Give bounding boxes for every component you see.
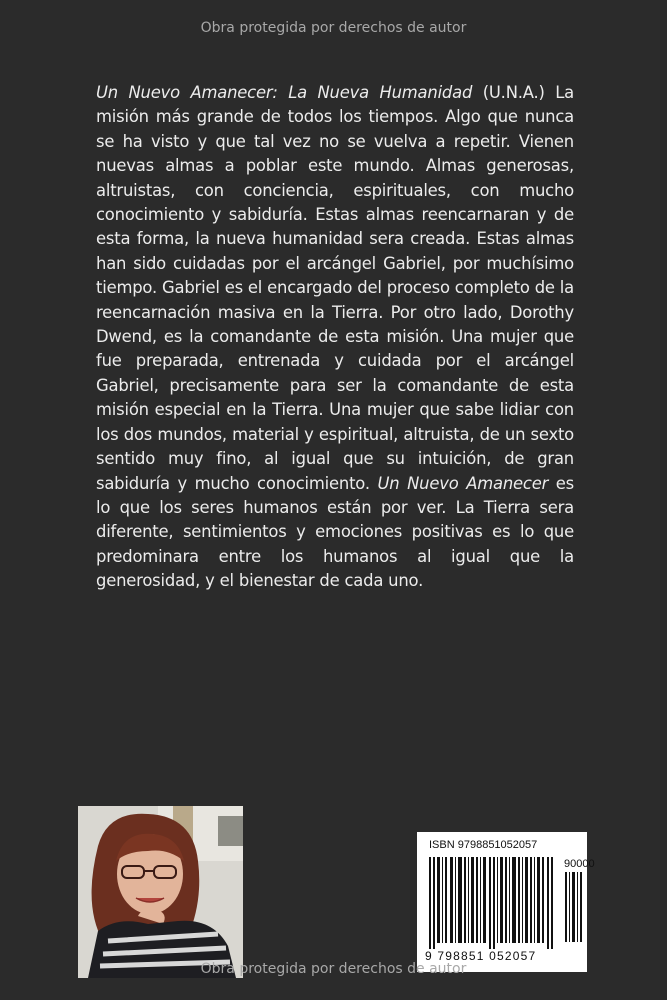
price-barcode-bars (565, 872, 583, 942)
book-title-inline: Un Nuevo Amanecer (377, 473, 549, 493)
isbn-barcode (417, 832, 595, 972)
author-portrait-illustration (78, 806, 243, 978)
author-photo (78, 806, 243, 978)
back-cover-blurb (96, 81, 574, 594)
isbn-label: ISBN 9798851052057 (429, 839, 538, 851)
barcode-digits: 9 798851 052057 (425, 949, 537, 963)
price-code: 90000 (564, 858, 595, 870)
copyright-watermark-top: Obra protegida por derechos de autor (200, 20, 467, 36)
blurb-text: (U.N.A.) La misión más grande de todos los tiempos. Algo que nunca se ha visto y que tal vez no se vuelva a repetir. Vienen nuevas almas a poblar este mundo. Almas generosas, altruistas, con conciencia, espirituales, con mucho conocimiento y sabiduría. Estas almas reencarnaran y de esta forma, la nueva humanidad sera creada. Estas almas han sido cuidadas por el arcángel Gabriel, por muchísimo tiempo. Gabriel es el encargado del proceso completo de la reencarnación masiva en la Tierra. Por otro lado, Dorothy Dwend, es la comandante de esta misión. Una mujer que fue preparada, entrenada y cuidada por el arcángel Gabriel, precisamente para ser la comandante de esta misión especial en la Tierra. Una mujer que sabe lidiar con los dos mundos, material y espiritual, altruista, de un sexto sentido muy fino, al igual que su intuición, de gran sabiduría y mucho conocimiento. (96, 83, 574, 493)
barcode-bars (429, 857, 557, 949)
blurb-closing: es lo que los seres humanos están por ver. La Tierra sera diferente, sentimientos y emociones positivas es lo que predominara entre los humanos al igual que la generosidad, y el bienestar de cada uno. (96, 473, 574, 591)
copyright-watermark-bottom: Obra protegida por derechos de autor (200, 961, 467, 977)
book-title: Un Nuevo Amanecer: La Nueva Humanidad (96, 83, 473, 102)
